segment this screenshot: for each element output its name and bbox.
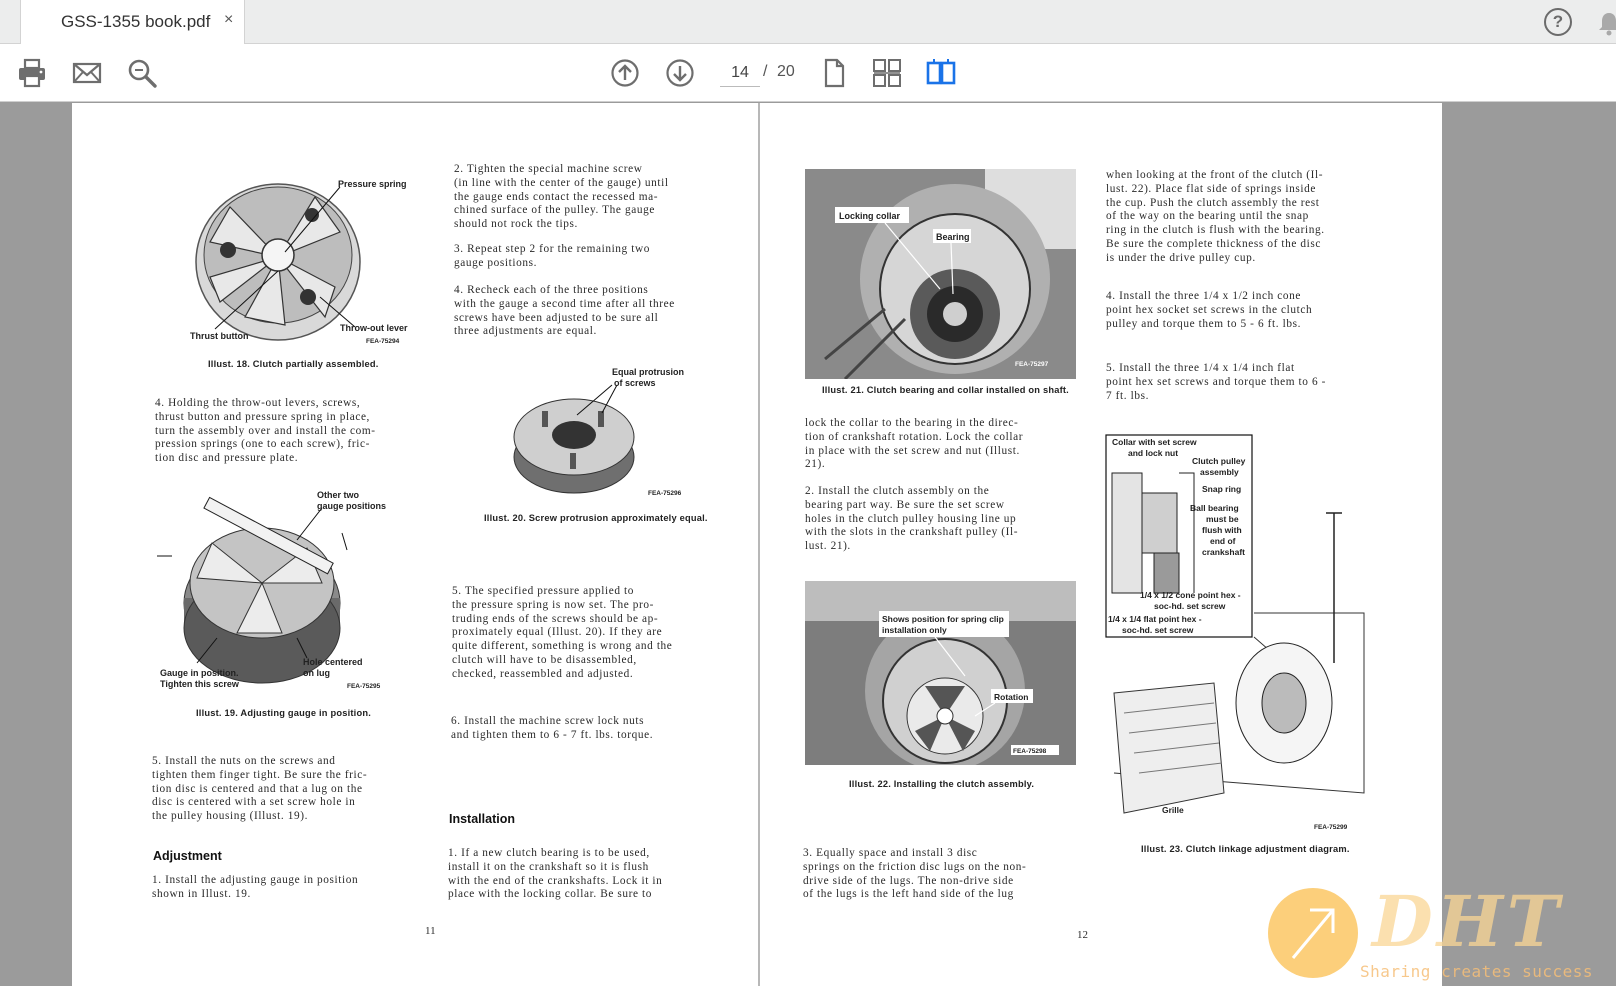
two-page-icon: [925, 57, 957, 89]
paragraph-adjustment-3: 3. Repeat step 2 for the remaining two gauge positions.: [454, 243, 650, 269]
paragraph-adjustment-6: 6. Install the machine screw lock nuts and tighten them to 6 - 7 ft. lbs. torque.: [451, 715, 654, 741]
label-ball-bearing-4: end of: [1210, 536, 1236, 546]
arrow-down-circle-icon: [664, 57, 696, 89]
heading-adjustment: Adjustment: [153, 849, 222, 863]
label-hole-centered: Hole centered: [303, 657, 363, 667]
arrow-up-circle-icon: [609, 57, 641, 89]
search-icon: [126, 57, 158, 89]
label-ball-bearing-5: crankshaft: [1202, 547, 1245, 557]
label-snap-ring: Snap ring: [1202, 484, 1242, 494]
label-installation-only: installation only: [882, 625, 947, 635]
help-button[interactable]: ?: [1544, 8, 1572, 36]
figure-code: FEA-75299: [1314, 824, 1348, 831]
tab-bar: [0, 0, 1616, 44]
illustration-18-clutch-partially-assembled: [190, 167, 430, 357]
label-bearing: Bearing: [936, 232, 970, 242]
mail-icon: [71, 57, 103, 89]
paragraph-adjustment-1: 1. Install the adjusting gauge in position shown in Illust. 19.: [152, 874, 359, 900]
paragraph-adjustment-2: 2. Tighten the special machine screw (in line with the center of the gauge) until the gauge ends contact the recessed ma- chined surface of the pulley. The gauge should not rock the tips.: [454, 163, 669, 231]
label-pressure-spring: Pressure spring: [338, 179, 407, 189]
illustration-19-adjusting-gauge: [157, 488, 397, 703]
illustration-20-screw-protrusion: [502, 365, 702, 500]
page-separator: /: [763, 63, 768, 80]
caption-illust-21: Illust. 21. Clutch bearing and collar installed on shaft.: [822, 385, 1069, 395]
paragraph-continued: when looking at the front of the clutch (Il- lust. 22). Place flat side of springs inside the cup. Push the clutch assembly the rest of the way on the bearing until the snap ring in the clutch is flush with the bearing. Be sure the complete thickness of the disc is under the drive pulley cup.: [1106, 169, 1325, 264]
print-button[interactable]: [13, 54, 51, 92]
illustration-22-installing-clutch-photo: [805, 581, 1076, 765]
caption-illust-18: Illust. 18. Clutch partially assembled.: [208, 359, 379, 369]
paragraph-installation-2: 2. Install the clutch assembly on the bearing part way. Be sure the set screw holes in the clutch pulley housing line up with the slots in the crankshaft pulley (Il- lust. 21).: [805, 485, 1019, 553]
caption-illust-19: Illust. 19. Adjusting gauge in position.: [196, 708, 372, 718]
page-total: 20: [777, 63, 795, 80]
label-cone-point-1: 1/4 x 1/2 cone point hex -: [1140, 590, 1241, 600]
toolbar: [0, 44, 1616, 102]
label-other-two: Other two: [317, 490, 359, 500]
document-tab[interactable]: [20, 0, 245, 44]
paragraph-adjustment-4: 4. Recheck each of the three positions with the gauge a second time after all three screws have been adjusted to be sure all three adjustments are equal.: [454, 284, 675, 338]
figure-code: FEA-75296: [648, 490, 682, 497]
label-ball-bearing-2: must be: [1206, 514, 1239, 524]
figure-code: FEA-75294: [366, 338, 400, 345]
label-equal-protrusion: Equal protrusion: [612, 367, 684, 377]
illustration-21-clutch-bearing-photo: [805, 169, 1076, 379]
label-gauge-in-position: Gauge in position.: [160, 668, 239, 678]
paragraph-installation-1: 1. If a new clutch bearing is to be used, install it on the crankshaft so it is flush with the end of the crankshafts. Lock it in place with the locking collar. Be sure to: [448, 847, 663, 901]
watermark-slogan: Sharing creates success: [1360, 962, 1594, 981]
paragraph-installation-4: 4. Install the three 1/4 x 1/2 inch cone point hex socket set screws in the clutch pulley and torque them to 5 - 6 ft. lbs.: [1106, 290, 1313, 330]
page-number: 12: [1077, 929, 1088, 941]
label-shows-position: Shows position for spring clip: [882, 614, 1004, 624]
label-ball-bearing-3: flush with: [1202, 525, 1242, 535]
label-thrust-button: Thrust button: [190, 331, 249, 341]
search-button[interactable]: [123, 54, 161, 92]
caption-illust-23: Illust. 23. Clutch linkage adjustment diagram.: [1141, 844, 1350, 854]
label-locking-collar: Locking collar: [839, 211, 901, 221]
figure-code: FEA-75297: [1015, 361, 1049, 368]
caption-illust-20: Illust. 20. Screw protrusion approximately equal.: [484, 513, 708, 523]
paragraph-installation-5: 5. Install the three 1/4 x 1/4 inch flat point hex set screws and torque them to 6 - 7 ft. lbs.: [1106, 362, 1326, 402]
label-clutch-pulley-2: assembly: [1200, 467, 1239, 477]
watermark-logo-text: DHT: [1372, 880, 1563, 963]
scrolling-view-button[interactable]: [868, 54, 906, 92]
figure-code: FEA-75295: [347, 683, 381, 690]
email-button[interactable]: [68, 54, 106, 92]
caption-illust-22: Illust. 22. Installing the clutch assembly.: [849, 779, 1035, 789]
label-tighten-screw: Tighten this screw: [160, 679, 239, 689]
paragraph-step-4: 4. Holding the throw-out levers, screws, thrust button and pressure spring in place, turn the assembly over and install the com- pression springs (one to each screw), fric- tion disc and pressure plate.: [155, 397, 376, 465]
label-collar-1: Collar with set screw: [1112, 437, 1197, 447]
single-page-icon: [818, 57, 850, 89]
label-collar-2: and lock nut: [1128, 448, 1179, 458]
print-icon: [16, 57, 48, 89]
previous-page-button[interactable]: [606, 54, 644, 92]
label-rotation: Rotation: [994, 692, 1029, 702]
page-number-input[interactable]: [720, 59, 760, 87]
heading-installation: Installation: [449, 812, 515, 826]
two-page-view-button[interactable]: [922, 54, 960, 92]
label-grille: Grille: [1162, 805, 1184, 815]
paragraph-lock-collar: lock the collar to the bearing in the direc- tion of crankshaft rotation. Lock the collar in place with the set screw and nut (Illust. 21).: [805, 417, 1024, 471]
tab-close-button[interactable]: ×: [224, 11, 234, 28]
page-number: 11: [425, 925, 436, 937]
pdf-page-11: [72, 103, 758, 986]
scroll-pages-icon: [871, 57, 903, 89]
next-page-button[interactable]: [661, 54, 699, 92]
figure-code: FEA-75298: [1013, 748, 1047, 755]
tab-title: GSS-1355 book.pdf: [61, 12, 211, 31]
document-viewer[interactable]: [0, 103, 1616, 986]
label-throw-out-lever: Throw-out lever: [340, 323, 408, 333]
label-flat-point-2: soc-hd. set screw: [1122, 625, 1194, 635]
notification-bell-icon[interactable]: [1596, 10, 1616, 36]
paragraph-step-5: 5. Install the nuts on the screws and tighten them finger tight. Be sure the fric- tion disc is centered and that a lug on the disc is centered with a set screw hole in the pulley housing (Illust. 19).: [152, 755, 368, 823]
pdf-page-12: [758, 103, 1442, 986]
paragraph-adjustment-5: 5. The specified pressure applied to the pressure spring is now set. The pro- truding ends of the screws should be ap- proximately equal (Illust. 20). If they are quite different, something is wrong and the clutch will have to be disassembled, checked, reassembled and adjusted.: [452, 585, 673, 680]
illustration-23-clutch-linkage-diagram: [1104, 433, 1374, 833]
paragraph-installation-3: 3. Equally space and install 3 disc springs on the friction disc lugs on the non- drive side of the lugs. The non-drive side of the lugs is the left hand side of the lug: [803, 847, 1027, 901]
label-gauge-positions: gauge positions: [317, 501, 387, 511]
label-ball-bearing-1: Ball bearing: [1190, 503, 1239, 513]
label-cone-point-2: soc-hd. set screw: [1154, 601, 1226, 611]
label-of-screws: of screws: [614, 378, 656, 388]
single-page-view-button[interactable]: [815, 54, 853, 92]
label-on-lug: on lug: [303, 668, 330, 678]
label-flat-point-1: 1/4 x 1/4 flat point hex -: [1108, 614, 1202, 624]
label-clutch-pulley-1: Clutch pulley: [1192, 456, 1246, 466]
